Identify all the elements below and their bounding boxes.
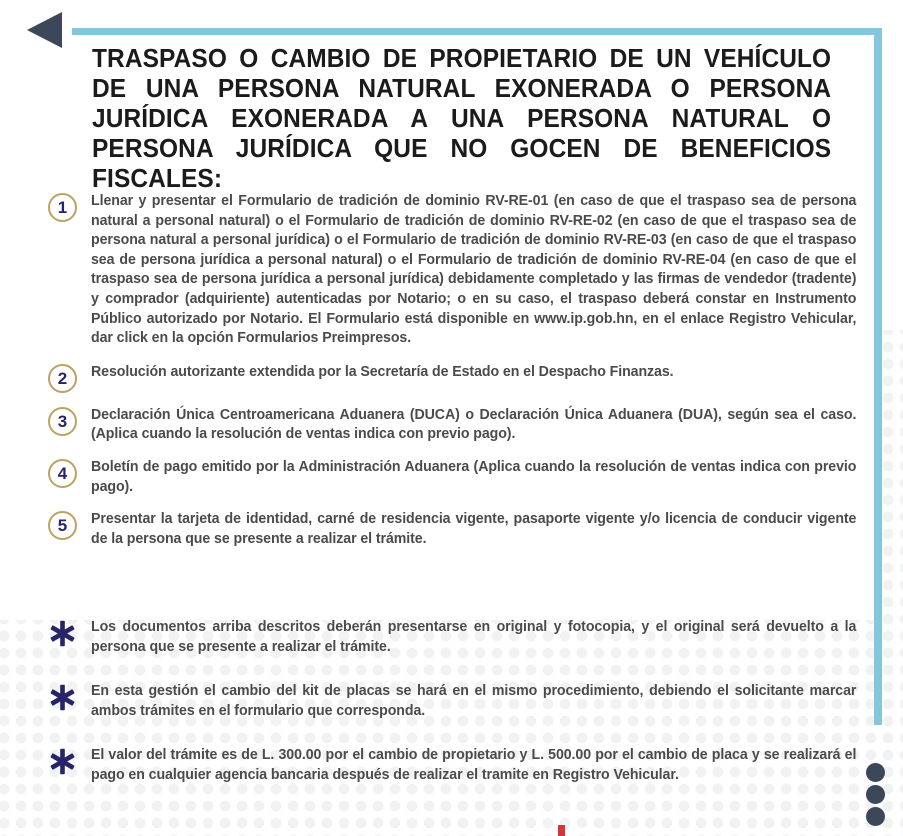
asterisk-icon xyxy=(48,747,77,776)
accent-rule-right xyxy=(874,28,882,725)
requirement-text: Declaración Única Centroamericana Aduanera (DUCA) o Declaración Única Aduanera (DUA), según sea el caso. (Aplica cuando la resolución de ventas indica con previo pago). xyxy=(91,406,857,443)
step-number-badge: 4 xyxy=(48,459,77,488)
requirement-text: Presentar la tarjeta de identidad, carné de residencia vigente, pasaporte vigente y/o licencia de conducir vigente de la persona que se presente a realizar el trámite. xyxy=(91,511,857,547)
asterisk-icon xyxy=(48,683,77,712)
accent-rule-top xyxy=(72,28,882,35)
step-number-badge: 3 xyxy=(48,407,77,436)
note-text: En esta gestión el cambio del kit de placas se hará en el mismo procedimiento, debiendo el solicitante marcar ambos trámites en el formulario que corresponda. xyxy=(91,683,857,719)
step-number-badge: 2 xyxy=(48,364,77,393)
list-item xyxy=(48,682,868,721)
step-number-badge: 5 xyxy=(48,511,77,540)
list-item xyxy=(48,406,868,445)
note-text: El valor del trámite es de L. 300.00 por el cambio de propietario y L. 500.00 por el cambio de placa y se realizará el pago en cualquier agencia bancaria después de realizar el tramite en Registro Vehicular. xyxy=(91,747,857,783)
red-accent-tick xyxy=(558,825,565,836)
decorative-dot-1 xyxy=(866,763,885,782)
page-title: TRASPASO O CAMBIO DE PROPIETARIO DE UN VEHÍCULO DE UNA PERSONA NATURAL EXONERADA O PERSONA JURÍDICA EXONERADA A UNA PERSONA NATURAL O PERSONA JURÍDICA QUE NO GOCEN DE BENEFICIOS FISCALES: xyxy=(92,45,832,193)
triangle-arrow-icon xyxy=(27,12,62,48)
list-item xyxy=(48,618,868,657)
requirement-text: Llenar y presentar el Formulario de tradición de dominio RV-RE-01 (en caso de que el traspaso sea de persona natural a personal natural) o el Formulario de tradición de dominio RV-RE-02 (en caso de que el traspaso sea de persona natural a personal jurídica) o el Formulario de tradición de dominio RV-RE-03 (en caso de que el traspaso sea de persona jurídica a personal natural) o el Formulario de tradición de dominio RV-RE-04 (en caso de que el traspaso sea de persona jurídica a personal jurídica) debidamente completado y las firmas de vendedor (tradente) y comprador (adquiriente) autenticadas por Notario; o en su caso, el traspaso deberá constar en Instrumento Público autorizado por Notario. El Formulario está disponible en www.ip.gob.hn, en el enlace Registro Vehicular, dar click en la opción Formularios Preimpresos. xyxy=(91,193,857,347)
decorative-dot-2 xyxy=(866,785,885,804)
notes-list xyxy=(48,618,868,811)
requirement-text: Boletín de pago emitido por la Administración Aduanera (Aplica cuando la resolución de ventas indica con previo pago). xyxy=(91,458,857,495)
requirements-list xyxy=(48,192,868,562)
note-text: Los documentos arriba descritos deberán presentarse en original y fotocopia, y el original será devuelto a la persona que se presente a realizar el trámite. xyxy=(91,619,857,655)
list-item xyxy=(48,363,868,393)
step-number-badge: 1 xyxy=(48,193,77,222)
list-item xyxy=(48,458,868,497)
requirement-text: Resolución autorizante extendida por la Secretaría de Estado en el Despacho Finanzas. xyxy=(91,363,674,380)
list-item xyxy=(48,192,868,349)
list-item xyxy=(48,510,868,549)
list-item xyxy=(48,746,868,785)
decorative-dot-3 xyxy=(866,807,885,826)
asterisk-icon xyxy=(48,619,77,648)
